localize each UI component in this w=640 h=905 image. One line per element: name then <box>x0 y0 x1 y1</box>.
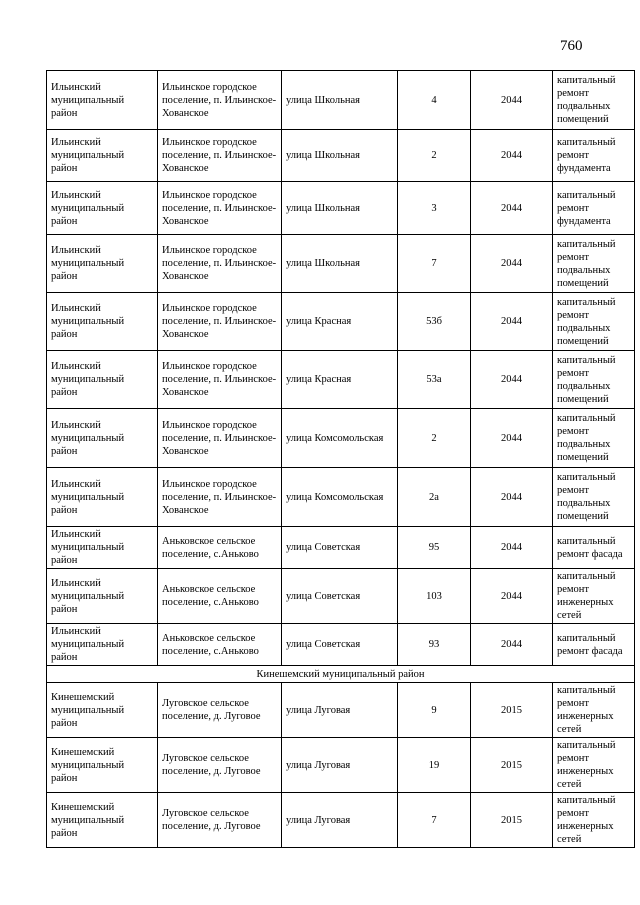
table-row <box>47 235 635 293</box>
year-cell: 2044 <box>471 293 553 351</box>
table-row <box>47 527 635 569</box>
year-cell: 2044 <box>471 182 553 235</box>
table-row <box>47 683 635 738</box>
work-type-cell: капитальный ремонт инженерных сетей <box>553 569 635 624</box>
year-cell: 2015 <box>471 793 553 848</box>
settlement-cell: Аньковское сельское поселение, с.Аньково <box>158 527 282 569</box>
settlement-cell: Луговское сельское поселение, д. Луговое <box>158 683 282 738</box>
year-cell: 2044 <box>471 71 553 130</box>
settlement-cell: Луговское сельское поселение, д. Луговое <box>158 793 282 848</box>
year-cell: 2044 <box>471 569 553 624</box>
table-row <box>47 624 635 666</box>
district-cell: Кинешемский муниципальный район <box>47 683 158 738</box>
year-cell: 2015 <box>471 738 553 793</box>
street-cell: улица Луговая <box>282 738 398 793</box>
settlement-cell: Луговское сельское поселение, д. Луговое <box>158 738 282 793</box>
table-row <box>47 293 635 351</box>
house-number-cell: 19 <box>398 738 471 793</box>
house-number-cell: 9 <box>398 683 471 738</box>
house-number-cell: 4 <box>398 71 471 130</box>
year-cell: 2044 <box>471 624 553 666</box>
work-type-cell: капитальный ремонт подвальных помещений <box>553 71 635 130</box>
house-number-cell: 3 <box>398 182 471 235</box>
street-cell: улица Советская <box>282 569 398 624</box>
year-cell: 2044 <box>471 527 553 569</box>
work-type-cell: капитальный ремонт инженерных сетей <box>553 793 635 848</box>
settlement-cell: Ильинское городское поселение, п. Ильинское-Хованское <box>158 468 282 527</box>
year-cell: 2044 <box>471 409 553 468</box>
work-type-cell: капитальный ремонт инженерных сетей <box>553 683 635 738</box>
table-row <box>47 71 635 130</box>
year-cell: 2044 <box>471 130 553 182</box>
street-cell: улица Комсомольская <box>282 409 398 468</box>
district-cell: Ильинский муниципальный район <box>47 468 158 527</box>
work-type-cell: капитальный ремонт подвальных помещений <box>553 351 635 409</box>
street-cell: улица Красная <box>282 351 398 409</box>
table-row <box>47 468 635 527</box>
year-cell: 2044 <box>471 235 553 293</box>
street-cell: улица Красная <box>282 293 398 351</box>
work-type-cell: капитальный ремонт фундамента <box>553 182 635 235</box>
section-title: Кинешемский муниципальный район <box>47 666 635 683</box>
district-cell: Кинешемский муниципальный район <box>47 793 158 848</box>
house-number-cell: 2 <box>398 409 471 468</box>
settlement-cell: Ильинское городское поселение, п. Ильинское-Хованское <box>158 235 282 293</box>
settlement-cell: Аньковское сельское поселение, с.Аньково <box>158 624 282 666</box>
section-header-row <box>47 666 635 683</box>
street-cell: улица Луговая <box>282 683 398 738</box>
district-cell: Ильинский муниципальный район <box>47 351 158 409</box>
table-row <box>47 130 635 182</box>
settlement-cell: Ильинское городское поселение, п. Ильинское-Хованское <box>158 71 282 130</box>
table-row <box>47 351 635 409</box>
settlement-cell: Ильинское городское поселение, п. Ильинское-Хованское <box>158 409 282 468</box>
table-row <box>47 793 635 848</box>
year-cell: 2044 <box>471 351 553 409</box>
work-type-cell: капитальный ремонт фасада <box>553 527 635 569</box>
table-row <box>47 569 635 624</box>
district-cell: Ильинский муниципальный район <box>47 182 158 235</box>
page-number: 760 <box>560 38 583 54</box>
house-number-cell: 93 <box>398 624 471 666</box>
district-cell: Ильинский муниципальный район <box>47 235 158 293</box>
table-row <box>47 182 635 235</box>
house-number-cell: 7 <box>398 235 471 293</box>
district-cell: Ильинский муниципальный район <box>47 409 158 468</box>
house-number-cell: 7 <box>398 793 471 848</box>
street-cell: улица Комсомольская <box>282 468 398 527</box>
table-row <box>47 738 635 793</box>
settlement-cell: Ильинское городское поселение, п. Ильинское-Хованское <box>158 293 282 351</box>
work-type-cell: капитальный ремонт подвальных помещений <box>553 409 635 468</box>
district-cell: Ильинский муниципальный район <box>47 293 158 351</box>
house-number-cell: 53б <box>398 293 471 351</box>
street-cell: улица Советская <box>282 624 398 666</box>
house-number-cell: 95 <box>398 527 471 569</box>
settlement-cell: Аньковское сельское поселение, с.Аньково <box>158 569 282 624</box>
street-cell: улица Школьная <box>282 235 398 293</box>
year-cell: 2015 <box>471 683 553 738</box>
work-type-cell: капитальный ремонт подвальных помещений <box>553 293 635 351</box>
house-number-cell: 103 <box>398 569 471 624</box>
work-type-cell: капитальный ремонт подвальных помещений <box>553 468 635 527</box>
district-cell: Ильинский муниципальный район <box>47 624 158 666</box>
settlement-cell: Ильинское городское поселение, п. Ильинское-Хованское <box>158 182 282 235</box>
work-type-cell: капитальный ремонт инженерных сетей <box>553 738 635 793</box>
street-cell: улица Луговая <box>282 793 398 848</box>
street-cell: улица Школьная <box>282 71 398 130</box>
work-type-cell: капитальный ремонт фасада <box>553 624 635 666</box>
street-cell: улица Школьная <box>282 182 398 235</box>
work-type-cell: капитальный ремонт фундамента <box>553 130 635 182</box>
year-cell: 2044 <box>471 468 553 527</box>
table-row <box>47 409 635 468</box>
district-cell: Ильинский муниципальный район <box>47 130 158 182</box>
street-cell: улица Советская <box>282 527 398 569</box>
settlement-cell: Ильинское городское поселение, п. Ильинское-Хованское <box>158 351 282 409</box>
district-cell: Ильинский муниципальный район <box>47 71 158 130</box>
house-number-cell: 2 <box>398 130 471 182</box>
district-cell: Ильинский муниципальный район <box>47 527 158 569</box>
house-number-cell: 53а <box>398 351 471 409</box>
repair-registry-table <box>46 70 635 848</box>
work-type-cell: капитальный ремонт подвальных помещений <box>553 235 635 293</box>
settlement-cell: Ильинское городское поселение, п. Ильинское-Хованское <box>158 130 282 182</box>
street-cell: улица Школьная <box>282 130 398 182</box>
house-number-cell: 2а <box>398 468 471 527</box>
district-cell: Ильинский муниципальный район <box>47 569 158 624</box>
district-cell: Кинешемский муниципальный район <box>47 738 158 793</box>
